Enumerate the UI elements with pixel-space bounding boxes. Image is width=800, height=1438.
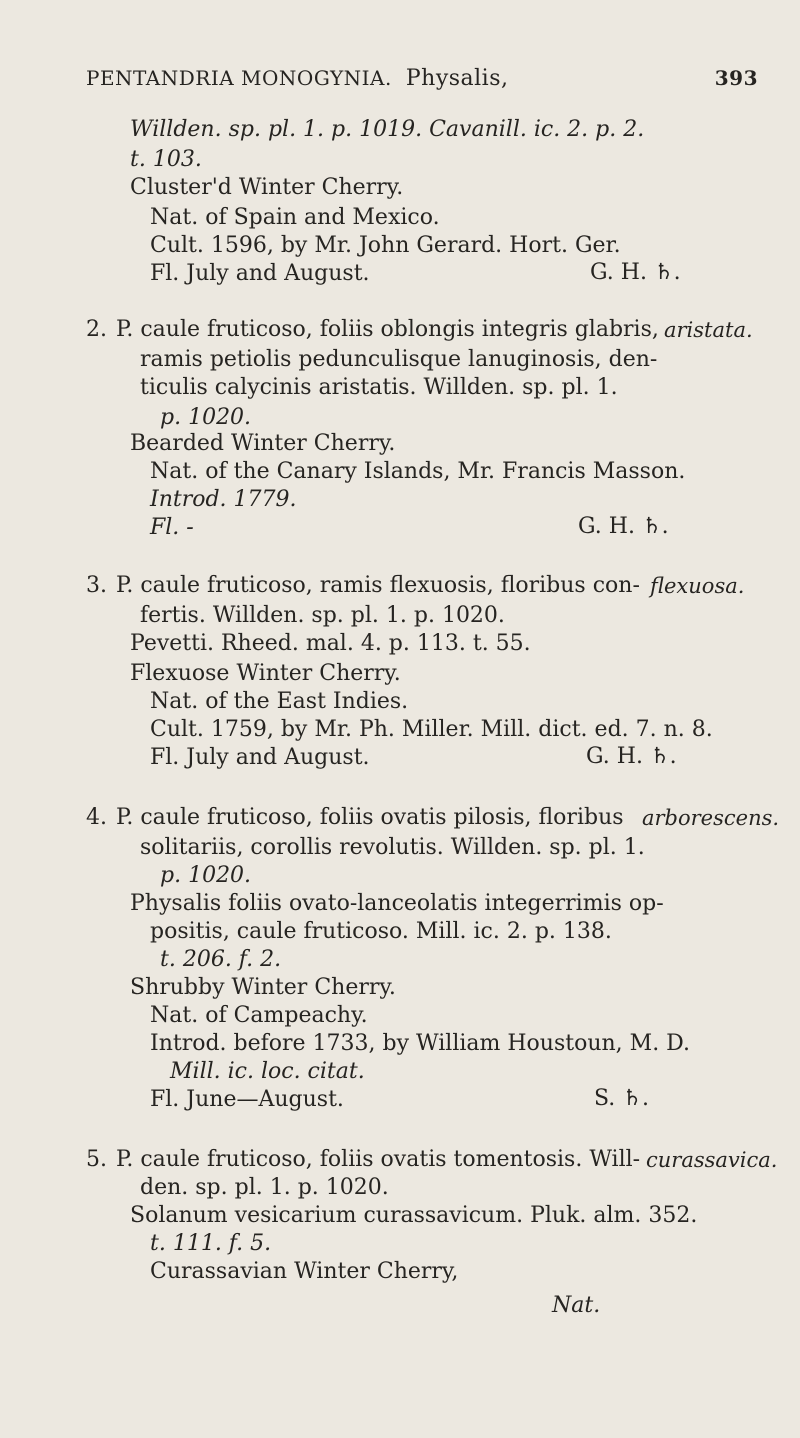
running-head-genus: Physalis, xyxy=(405,66,509,91)
entry2-line2: ramis petiolis pedunculisque lanuginosis, den- xyxy=(140,347,658,372)
page-header xyxy=(86,66,758,96)
entry3-native: Nat. of the East Indies. xyxy=(150,689,409,714)
entry4-line1: P. caule fruticoso, foliis ovatis pilosis, floribus xyxy=(116,805,624,830)
entry3-synonym: Pevetti. Rheed. mal. 4. p. 113. t. 55. xyxy=(130,631,531,656)
entry4-number: 4. xyxy=(86,805,107,830)
entry4-line3: p. 1020. xyxy=(160,863,252,888)
entry5-synonym-line1: Solanum vesicarium curassavicum. Pluk. alm. 352. xyxy=(130,1203,698,1228)
entry4-synonym-line2: positis, caule fruticoso. Mill. ic. 2. p. 138. xyxy=(150,919,612,944)
entry4-native: Nat. of Campeachy. xyxy=(150,1003,368,1028)
entry2-habitat-tag: G. H. ♄. xyxy=(578,514,669,539)
entry1-line2: t. 103. xyxy=(130,147,202,172)
entry3-common-name: Flexuose Winter Cherry. xyxy=(130,661,401,686)
entry4-habitat-tag: S. ♄. xyxy=(594,1086,649,1111)
entry2-species-name: aristata. xyxy=(664,318,753,342)
catchword: Nat. xyxy=(552,1293,601,1318)
entry3-flowering: Fl. July and August. xyxy=(150,745,370,770)
entry4-synonym-line3: t. 206. f. 2. xyxy=(160,947,282,972)
running-head: PENTANDRIA MONOGYNIA. Physalis, xyxy=(86,66,509,91)
entry4-line2: solitariis, corollis revolutis. Willden. sp. pl. 1. xyxy=(140,835,645,860)
entry3-number: 3. xyxy=(86,573,107,598)
entry2-line3: ticulis calycinis aristatis. Willden. sp. pl. 1. xyxy=(140,375,618,400)
entry2-line4: p. 1020. xyxy=(160,405,252,430)
entry4-flowering: Fl. June—August. xyxy=(150,1087,344,1112)
entry5-species-name: curassavica. xyxy=(646,1148,778,1172)
entry5-line2: den. sp. pl. 1. p. 1020. xyxy=(140,1175,389,1200)
entry2-common-name: Bearded Winter Cherry. xyxy=(130,431,396,456)
entry1-cultivation: Cult. 1596, by Mr. John Gerard. Hort. Ger. xyxy=(150,233,621,258)
entry1-habitat-tag: G. H. ♄. xyxy=(590,260,681,285)
entry3-habitat-tag: G. H. ♄. xyxy=(586,744,677,769)
entry2-introduced: Introd. 1779. xyxy=(150,487,297,512)
entry4-reference: Mill. ic. loc. citat. xyxy=(170,1059,365,1084)
entry2-line1: P. caule fruticoso, foliis oblongis integris glabris, xyxy=(116,317,659,342)
entry3-line2: fertis. Willden. sp. pl. 1. p. 1020. xyxy=(140,603,505,628)
entry5-line1: P. caule fruticoso, foliis ovatis tomentosis. Will- xyxy=(116,1147,641,1172)
entry1-common-name: Cluster'd Winter Cherry. xyxy=(130,175,404,200)
entry2-number: 2. xyxy=(86,317,107,342)
entry2-flowering: Fl. - xyxy=(150,515,194,540)
entry3-line1: P. caule fruticoso, ramis flexuosis, floribus con- xyxy=(116,573,640,598)
entry4-synonym-line1: Physalis foliis ovato-lanceolatis integerrimis op- xyxy=(130,891,664,916)
entry1-flowering: Fl. July and August. xyxy=(150,261,370,286)
entry5-synonym-line2: t. 111. f. 5. xyxy=(150,1231,272,1256)
entry3-cultivation: Cult. 1759, by Mr. Ph. Miller. Mill. dict. ed. 7. n. 8. xyxy=(150,717,713,742)
page-number: 393 xyxy=(714,66,758,90)
entry4-introduced: Introd. before 1733, by William Houstoun, M. D. xyxy=(150,1031,691,1056)
entry1-native: Nat. of Spain and Mexico. xyxy=(150,205,440,230)
entry5-number: 5. xyxy=(86,1147,107,1172)
entry2-native: Nat. of the Canary Islands, Mr. Francis Masson. xyxy=(150,459,686,484)
entry4-species-name: arborescens. xyxy=(642,806,780,830)
entry5-common-name: Curassavian Winter Cherry, xyxy=(150,1259,459,1284)
entry4-common-name: Shrubby Winter Cherry. xyxy=(130,975,396,1000)
entry3-species-name: flexuosa. xyxy=(650,574,745,598)
entry1-line1: Willden. sp. pl. 1. p. 1019. Cavanill. ic. 2. p. 2. xyxy=(130,117,645,142)
